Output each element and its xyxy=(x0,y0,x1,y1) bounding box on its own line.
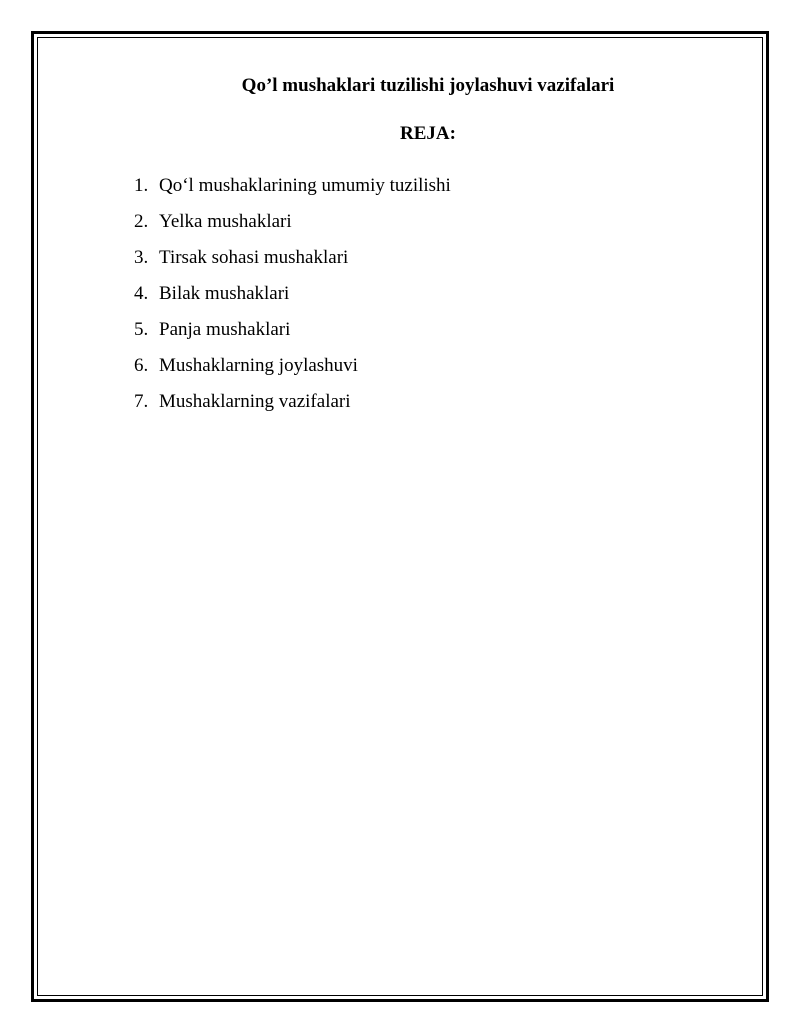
plan-item xyxy=(134,384,451,420)
plan-item-number: 6. xyxy=(134,355,149,376)
plan-item-number: 2. xyxy=(134,211,149,232)
plan-item-text: Mushaklarning vazifalari xyxy=(159,391,351,412)
plan-item-text: Mushaklarning joylashuvi xyxy=(159,355,358,376)
plan-item-text: Tirsak sohasi mushaklari xyxy=(159,247,349,268)
plan-item xyxy=(134,276,451,312)
plan-heading: REJA: xyxy=(400,123,456,144)
plan-item-number: 1. xyxy=(134,175,149,196)
plan-item-number: 3. xyxy=(134,247,149,268)
plan-item-text: Yelka mushaklari xyxy=(159,211,292,232)
plan-item-number: 5. xyxy=(134,319,149,340)
plan-item xyxy=(134,168,451,204)
plan-item-text: Bilak mushaklari xyxy=(159,283,290,304)
document-title: Qo’l mushaklari tuzilishi joylashuvi vazifalari xyxy=(241,75,615,96)
plan-item xyxy=(134,240,451,276)
plan-list xyxy=(134,168,451,420)
plan-item-text: Qo‘l mushaklarining umumiy tuzilishi xyxy=(159,175,451,196)
plan-item-number: 4. xyxy=(134,283,149,304)
plan-item-text: Panja mushaklari xyxy=(159,319,291,340)
plan-item xyxy=(134,348,451,384)
plan-item xyxy=(134,312,451,348)
plan-item xyxy=(134,204,451,240)
plan-item-number: 7. xyxy=(134,391,149,412)
